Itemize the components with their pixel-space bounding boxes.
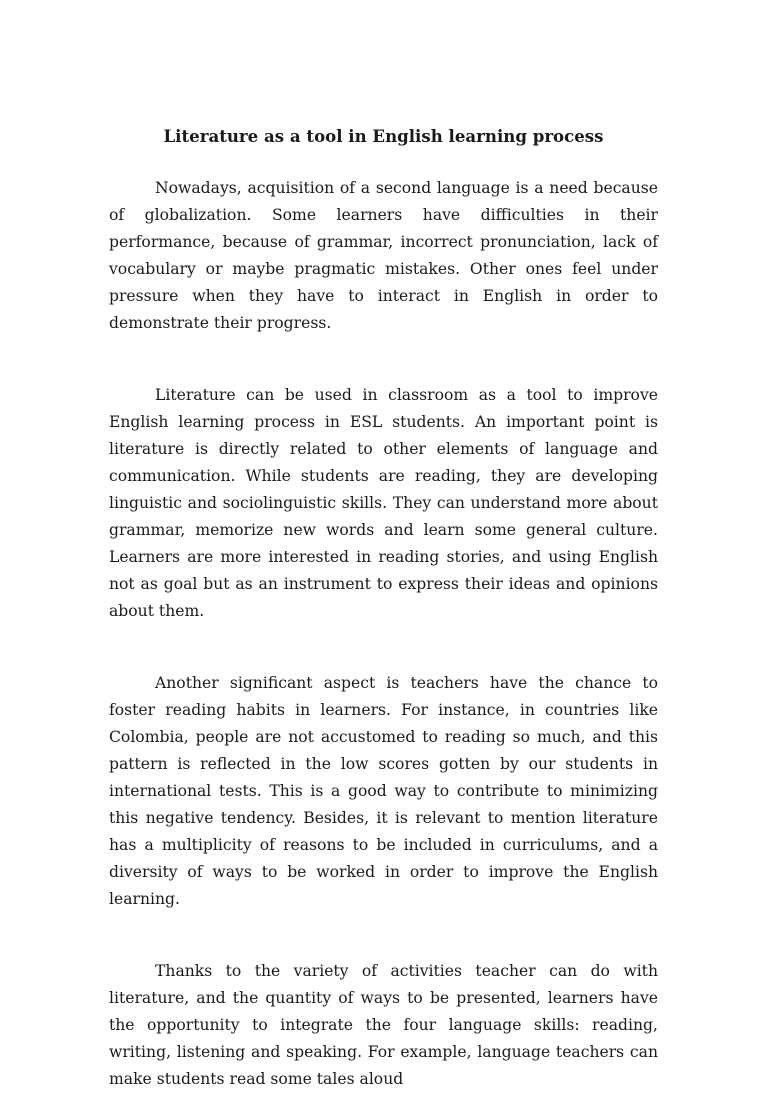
paragraph-2: Literature can be used in classroom as a tool to improve English learning process in ESL students. An important point is literature is directly related to other elements of language and communication. While students are reading, they are developing linguistic and sociolinguistic skills. They can understand more about grammar, memorize new words and learn some general culture. Learners are more interested in reading stories, and using English not as goal but as an instrument to express their ideas and opinions about them. (109, 386, 658, 620)
document-body (109, 118, 658, 1093)
paragraph-4: Thanks to the variety of activities teacher can do with literature, and the quantity of ways to be presented, learners have the opportunity to integrate the four language skills: reading, writing, listening and speaking. For example, language teachers can make students read some tales aloud (109, 962, 658, 1088)
paragraph-1: Nowadays, acquisition of a second language is a need because of globalization. Some learners have difficulties in their performance, because of grammar, incorrect pronunciation, lack of vocabulary or maybe pragmatic mistakes. Other ones feel under pressure when they have to interact in English in order to demonstrate their progress. (109, 179, 658, 332)
document-title: Literature as a tool in English learning process (163, 126, 604, 146)
paragraph-3: Another significant aspect is teachers have the chance to foster reading habits in learners. For instance, in countries like Colombia, people are not accustomed to reading so much, and this pattern is reflected in the low scores gotten by our students in international tests. This is a good way to contribute to minimizing this negative tendency. Besides, it is relevant to mention literature has a multiplicity of reasons to be included in curriculums, and a diversity of ways to be worked in order to improve the English learning. (109, 674, 658, 908)
